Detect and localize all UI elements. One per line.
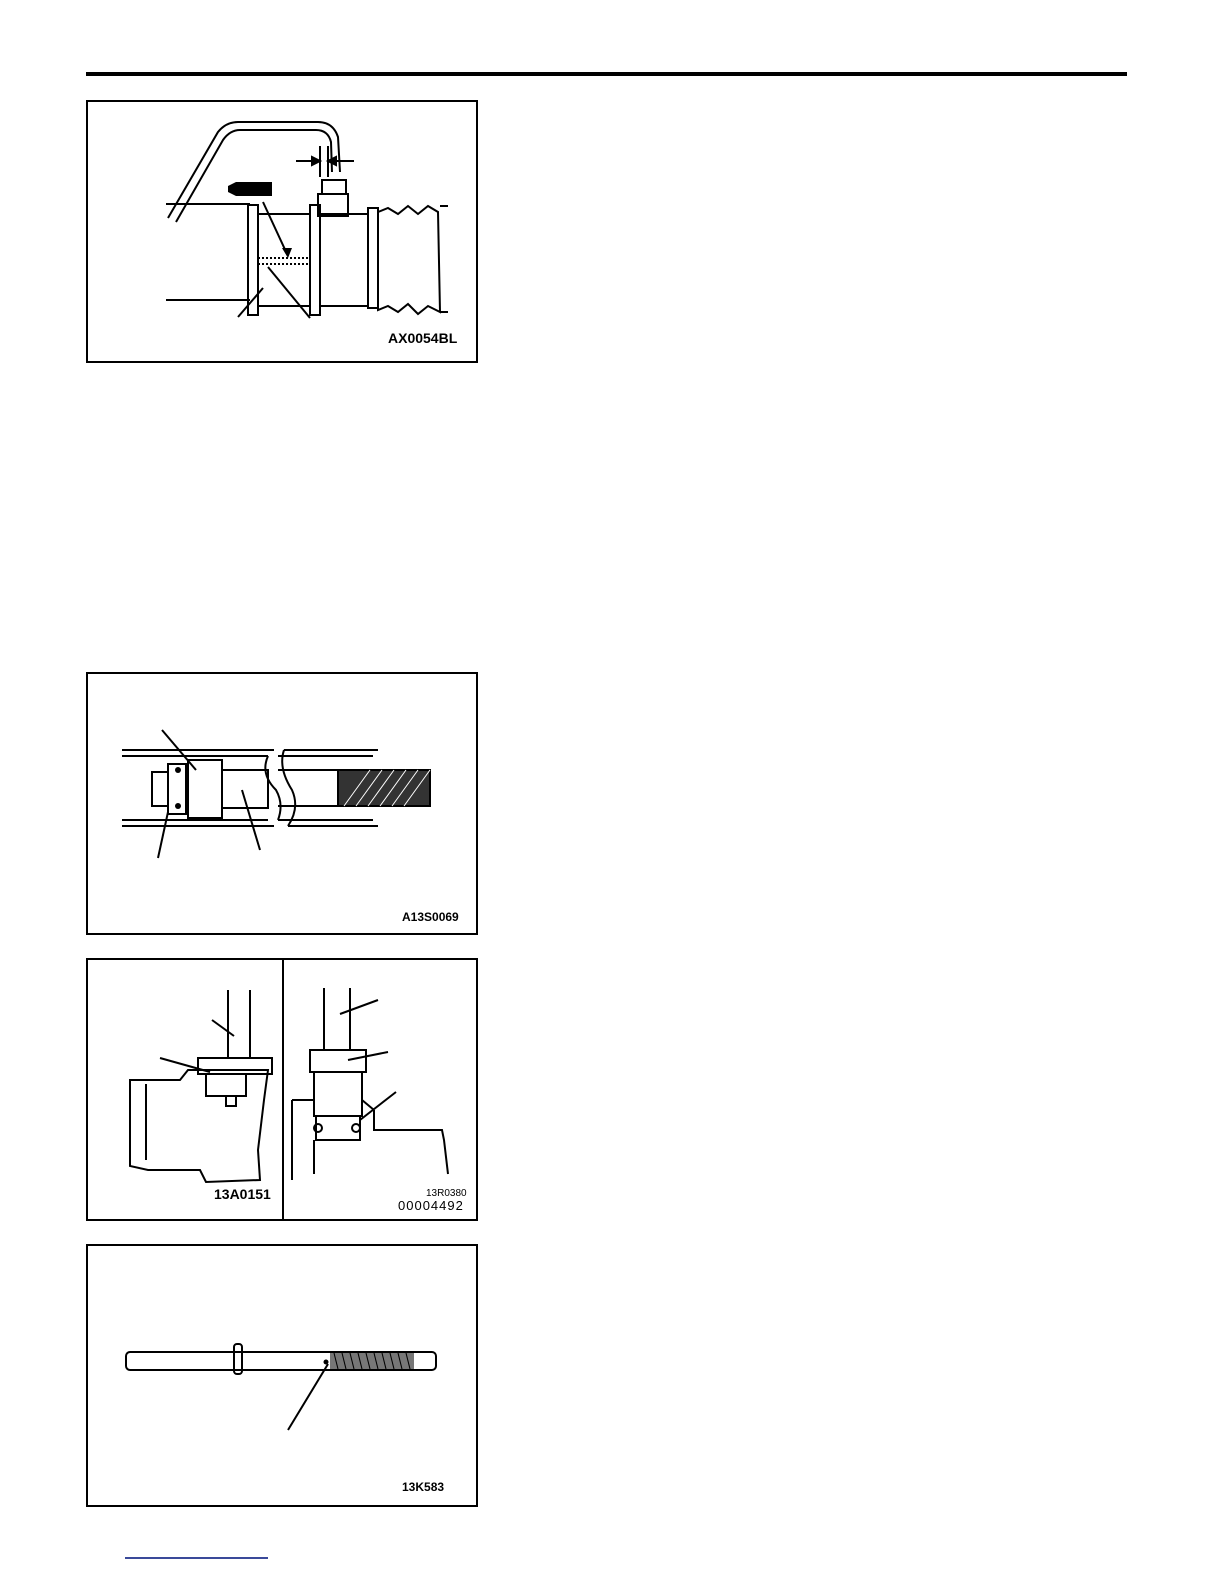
figure-code-right-bottom: 00004492 xyxy=(398,1198,464,1213)
figure-code: A13S0069 xyxy=(402,910,459,924)
figure-code-left: 13A0151 xyxy=(214,1186,271,1202)
seal-install-right-illustration xyxy=(284,960,478,1221)
footer-line xyxy=(125,1557,268,1559)
figure-rack-shaft xyxy=(86,1244,478,1507)
figure-seal-install xyxy=(86,958,478,1221)
seal-install-left-illustration xyxy=(88,960,282,1221)
figure-rack-bushing xyxy=(86,672,478,935)
figure-rack-housing-boot xyxy=(86,100,478,363)
rack-housing-illustration xyxy=(88,102,478,363)
rack-bushing-illustration xyxy=(88,674,478,935)
figure-code-right-top: 13R0380 xyxy=(426,1188,467,1199)
figure-code: AX0054BL xyxy=(388,330,458,346)
figure-code: 13K583 xyxy=(402,1480,445,1494)
header-rule xyxy=(86,72,1127,76)
rack-shaft-illustration xyxy=(88,1246,478,1507)
sealant-tube-icon xyxy=(228,182,272,196)
